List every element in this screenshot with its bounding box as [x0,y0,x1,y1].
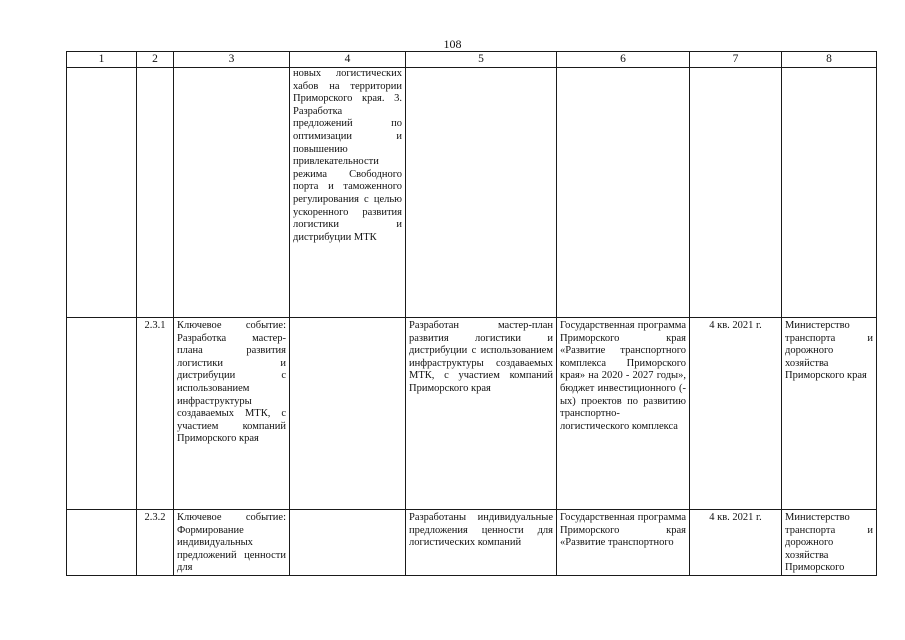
table-cell [137,68,174,318]
table-cell: Государственная программа Приморского края «Развитие транспортного [557,510,690,576]
table-cell: Разработаны индивидуальные предложения ценности для логистических компаний [406,510,557,576]
page-number: 108 [443,37,462,51]
table-row [67,510,877,576]
table-row [67,68,877,318]
column-header: 7 [690,52,782,68]
table-cell [690,68,782,318]
column-header: 3 [174,52,290,68]
table-cell [290,510,406,576]
table-cell [67,510,137,576]
column-header: 5 [406,52,557,68]
table-cell [67,318,137,510]
table-cell: Министерство транспорта и дорожного хозяйства Приморского края [782,318,877,510]
column-header: 6 [557,52,690,68]
table-row [67,318,877,510]
table-cell: новых логистических хабов на территории Приморского края. 3. Разработка предложений по оптимизации и повышению привлекательности режима Свободного порта и таможенного регулирования с целью ускоренного развития логистики и дистрибуции МТК [290,68,406,318]
table-cell: 4 кв. 2021 г. [690,510,782,576]
table-cell: Ключевое событие: Формирование индивидуальных предложений ценности для [174,510,290,576]
table-cell [174,68,290,318]
column-header: 1 [67,52,137,68]
table-cell [290,318,406,510]
table-cell [557,68,690,318]
table-cell: 4 кв. 2021 г. [690,318,782,510]
column-header: 2 [137,52,174,68]
table-header-row [67,52,877,68]
table-cell: 2.3.2 [137,510,174,576]
table-cell: Ключевое событие: Разработка мастер-плана развития логистики и дистрибуции с использованием инфраструктуры создаваемых МТК, с участием компаний Приморского края [174,318,290,510]
table-cell: Государственная программа Приморского края «Развитие транспортного комплекса Приморского края» на 2020 - 2027 годы», бюджет инвестиционного (-ых) проектов по развитию транспортно-логистического комплекса [557,318,690,510]
column-header: 8 [782,52,877,68]
table-cell: Разработан мастер-план развития логистики и дистрибуции с использованием инфраструктуры создаваемых МТК, с участием компаний Приморского края [406,318,557,510]
table-cell: Министерство транспорта и дорожного хозяйства Приморского [782,510,877,576]
column-header: 4 [290,52,406,68]
table-cell: 2.3.1 [137,318,174,510]
document-table [66,51,877,576]
table-cell [406,68,557,318]
table-cell [67,68,137,318]
table-cell [782,68,877,318]
